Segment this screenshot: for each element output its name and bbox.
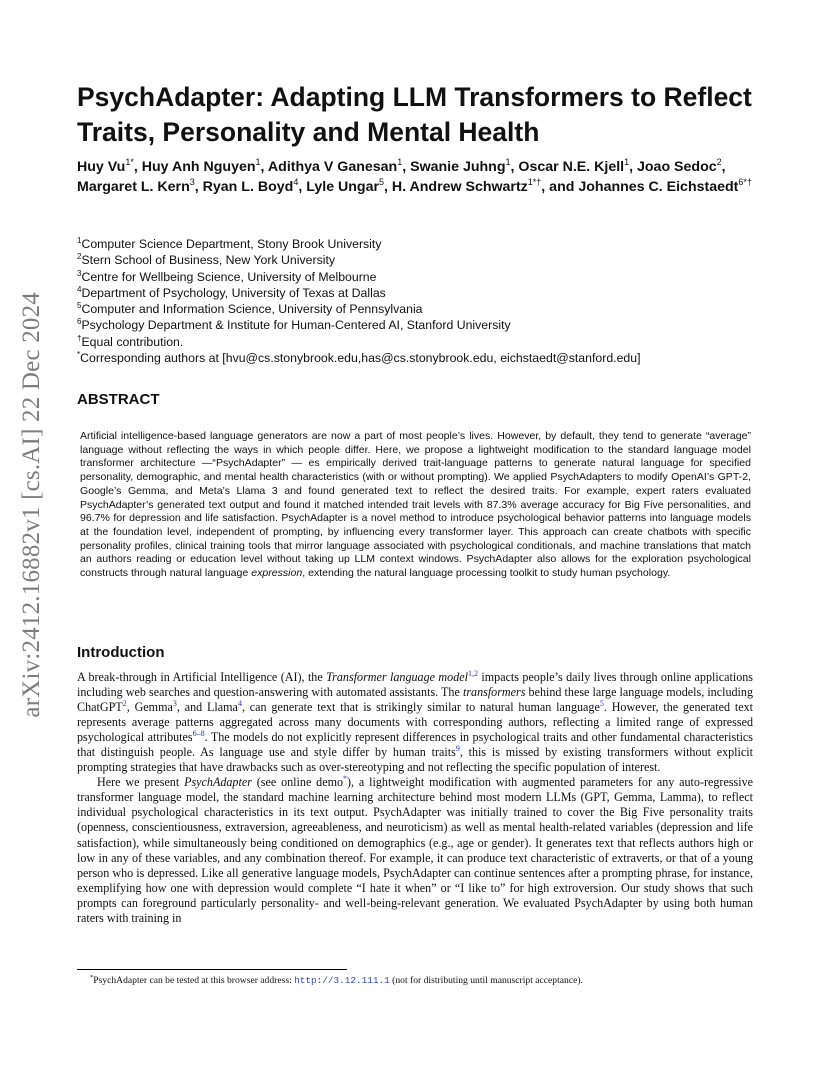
affiliation-item (77, 350, 767, 366)
author-affiliation-mark: 4 (293, 176, 299, 187)
footnote-divider (77, 969, 347, 970)
affiliation-item (77, 269, 767, 285)
author-separator: , (194, 178, 203, 195)
author-separator: , (384, 178, 392, 195)
intro-paragraph-1 (77, 670, 753, 775)
text-span: . The models do not explicitly represent differences in psychological traits and other fundamental characteristics that distinguish people. As language use and style differ by human traits (77, 730, 753, 760)
author-affiliation-mark: 1 (624, 157, 630, 167)
author-affiliation-mark: 3 (189, 176, 195, 187)
author-name: H. Andrew Schwartz (391, 178, 528, 195)
author-name: Margaret L. Kern (77, 178, 190, 195)
affiliation-mark: * (77, 350, 81, 360)
text-span: impacts people’s daily lives through online applications including web searches and question-answering with automated assistants. The (77, 670, 753, 700)
affiliation-item (77, 285, 767, 301)
footnote-text: PsychAdapter can be tested at this browser address: (93, 975, 295, 986)
affiliation-mark: 3 (77, 268, 82, 278)
affiliation-mark: 4 (77, 284, 82, 294)
author-name: Huy Anh Nguyen (141, 159, 256, 175)
author-name: Johannes C. Eichstaedt (578, 178, 739, 195)
text-span: , this is missed by existing transformers without explicit prompting strategies that have drawbacks such as over-stereotyping and not reflecting the specific population of interest. (77, 745, 753, 775)
affiliation-item (77, 334, 767, 350)
abstract-text-part: , extending the natural language processing toolkit to study human psychology. (302, 567, 671, 580)
text-span: behind these large language models, including ChatGPT (77, 685, 754, 715)
affiliation-mark: 5 (77, 301, 82, 311)
author-separator: , (260, 159, 268, 175)
text-span: , Gemma (126, 700, 173, 715)
author-separator: , (133, 159, 142, 175)
affiliation-mark: † (77, 333, 82, 343)
introduction-body (77, 670, 753, 926)
citation-link[interactable]: 9 (455, 744, 460, 754)
abstract-emphasis: expression (251, 567, 303, 580)
citation-link[interactable]: 6–8 (192, 729, 205, 739)
text-span: ), a lightweight modification with augmented parameters for any auto-regressive transformer language model, the standard machine learning architecture behind most modern LLMs (GPT, Gemma, Lamma), to reflect individual psychological characteristics in its text output. PsychAdapter was initially trained to cover the Big Five personality traits (openness, conscientiousness, extraversion, agreeableness, and neuroticism) as well as mental health-related variables (depression and life satisfaction), while simultaneously being conditioned on demographics (e.g., age or gender). It generates text that reflects authors high or low in any of these variables, and any combination thereof. For example, it can produce text characteristic of extraverts, or that of a young person who is depressed. Like all generative language models, PsychAdapter can continue sentences after a prompting phrase, for instance, exemplifying how one with depression would complete “I hate it when” or “I like to” for high extroversion. Our study shows that such prompts can foreground particularly personality- and well-being-relevant generation. We evaluated PsychAdapter by using both human raters with training in (77, 775, 754, 925)
citation-link[interactable]: 3 (172, 699, 177, 709)
author-affiliation-mark: 5 (379, 176, 385, 187)
author-name: Adithya V Ganesan (267, 159, 398, 175)
author-affiliation-mark: 1* (125, 157, 134, 167)
text-span: (see online demo (251, 775, 344, 790)
author-affiliation-mark: 1*† (527, 176, 542, 187)
affiliation-mark: 1 (77, 236, 82, 245)
author-separator: , (298, 178, 307, 195)
footnote-link[interactable]: * (343, 774, 348, 784)
citation-link[interactable]: 1,2 (467, 669, 478, 678)
abstract-text (80, 430, 751, 581)
affiliation-item (77, 301, 767, 317)
author-name: Ryan L. Boyd (202, 178, 294, 195)
affiliation-text: Computer Science Department, Stony Brook University (81, 237, 382, 251)
emphasis: transformers (462, 685, 526, 700)
citation-link[interactable]: 4 (237, 699, 242, 709)
emphasis: PsychAdapter (184, 775, 252, 790)
affiliation-item (77, 236, 767, 252)
affiliation-text: Corresponding authors at [hvu@cs.stonybrook.edu,has@cs.stonybrook.edu, eichstaedt@stanford.edu] (80, 351, 641, 366)
author-separator: , (629, 159, 637, 175)
author-affiliation-mark: 1 (397, 157, 403, 167)
affiliation-text: Department of Psychology, University of Texas at Dallas (81, 285, 386, 300)
author-affiliation-mark: 1 (255, 157, 261, 167)
text-span: Here we present (97, 775, 185, 790)
abstract-text-part: Artificial intelligence-based language generators are now a part of most people’s lives. However, by default, they tend to generate “average” language without reflecting the ways in which people differ. Here, we propose a lightweight modification to the standard language model transformer architecture —“PsychAdapter” — es empirically derived trait-language patterns to generate natural language for specified personality, demographic, and mental health characteristics (with or without prompting). We applied PsychAdapters to modify OpenAI’s GPT-2, Google’s Gemma, and Meta’s Llama 3 and found generated text to reflect the desired traits. For example, expert raters evaluated PsychAdapter’s generated text output and found it matched intended trait levels with 87.3% average accuracy for Big Five personalities, and 96.7% for depression and life satisfaction. PsychAdapter is a novel method to introduce psychological behavior patterns into language models at the foundation level, independent of prompting, by influencing every transformer layer. This approach can create chatbots with specific personality profiles, clinical training tools that mirror language associated with psychological conditionals, and machine translations that match an authors reading or education level without taking up LLM context windows. PsychAdapter also allows for the exploration psychological constructs through natural language (80, 430, 751, 580)
citation-link[interactable]: 5 (599, 699, 604, 709)
affiliation-text: Psychology Department & Institute for Human-Centered AI, Stanford University (81, 318, 511, 333)
abstract-heading: ABSTRACT (77, 391, 160, 408)
text-span: , can generate text that is strikingly similar to natural human language (241, 700, 600, 715)
affiliation-item (77, 317, 767, 333)
demo-url-link[interactable]: http://3.12.111.1 (294, 975, 390, 986)
affiliation-mark: 6 (77, 317, 82, 327)
affiliation-item (77, 252, 767, 268)
affiliation-text: Equal contribution. (81, 334, 184, 349)
author-affiliation-mark: 2 (716, 157, 722, 167)
affiliation-text: Stern School of Business, New York University (81, 253, 336, 268)
text-span: A break-through in Artificial Intelligence (AI), the (77, 670, 327, 684)
author-affiliation-mark: 6*† (738, 176, 752, 187)
footnote-mark: * (90, 974, 94, 981)
author-name: Huy Vu (77, 159, 126, 175)
intro-paragraph-2 (77, 775, 753, 925)
author-name: Lyle Ungar (306, 178, 380, 195)
emphasis: Transformer language model (326, 670, 468, 684)
author-separator: , and (541, 178, 579, 195)
footnote-text: (not for distributing until manuscript acceptance). (389, 975, 583, 986)
author-name: Joao Sedoc (637, 159, 717, 175)
footnote (90, 975, 750, 987)
author-name: Swanie Juhng (410, 159, 506, 175)
author-separator: , (721, 159, 726, 175)
affiliation-list (77, 236, 767, 366)
arxiv-stamp-text: arXiv:2412.16882v1 [cs.AI] 22 Dec 2024 (18, 292, 45, 718)
affiliation-text: Centre for Wellbeing Science, University of Melbourne (81, 269, 377, 284)
citation-link[interactable]: 2 (122, 699, 127, 709)
author-separator: , (402, 159, 411, 175)
text-span: . However, the generated text represents average patterns aggregated across many documents with corresponding authors, reflecting a limited range of expressed psychological attributes (77, 700, 754, 745)
affiliation-text: Computer and Information Science, University of Pennsylvania (81, 302, 423, 317)
author-list (77, 158, 767, 197)
introduction-heading: Introduction (77, 644, 165, 661)
affiliation-mark: 2 (77, 252, 82, 262)
text-span: , and Llama (176, 700, 238, 715)
author-name: Oscar N.E. Kjell (518, 159, 625, 175)
author-affiliation-mark: 1 (505, 157, 511, 167)
paper-title: PsychAdapter: Adapting LLM Transformers to Reflect Traits, Personality and Mental Health (77, 82, 752, 147)
author-separator: , (510, 159, 519, 175)
